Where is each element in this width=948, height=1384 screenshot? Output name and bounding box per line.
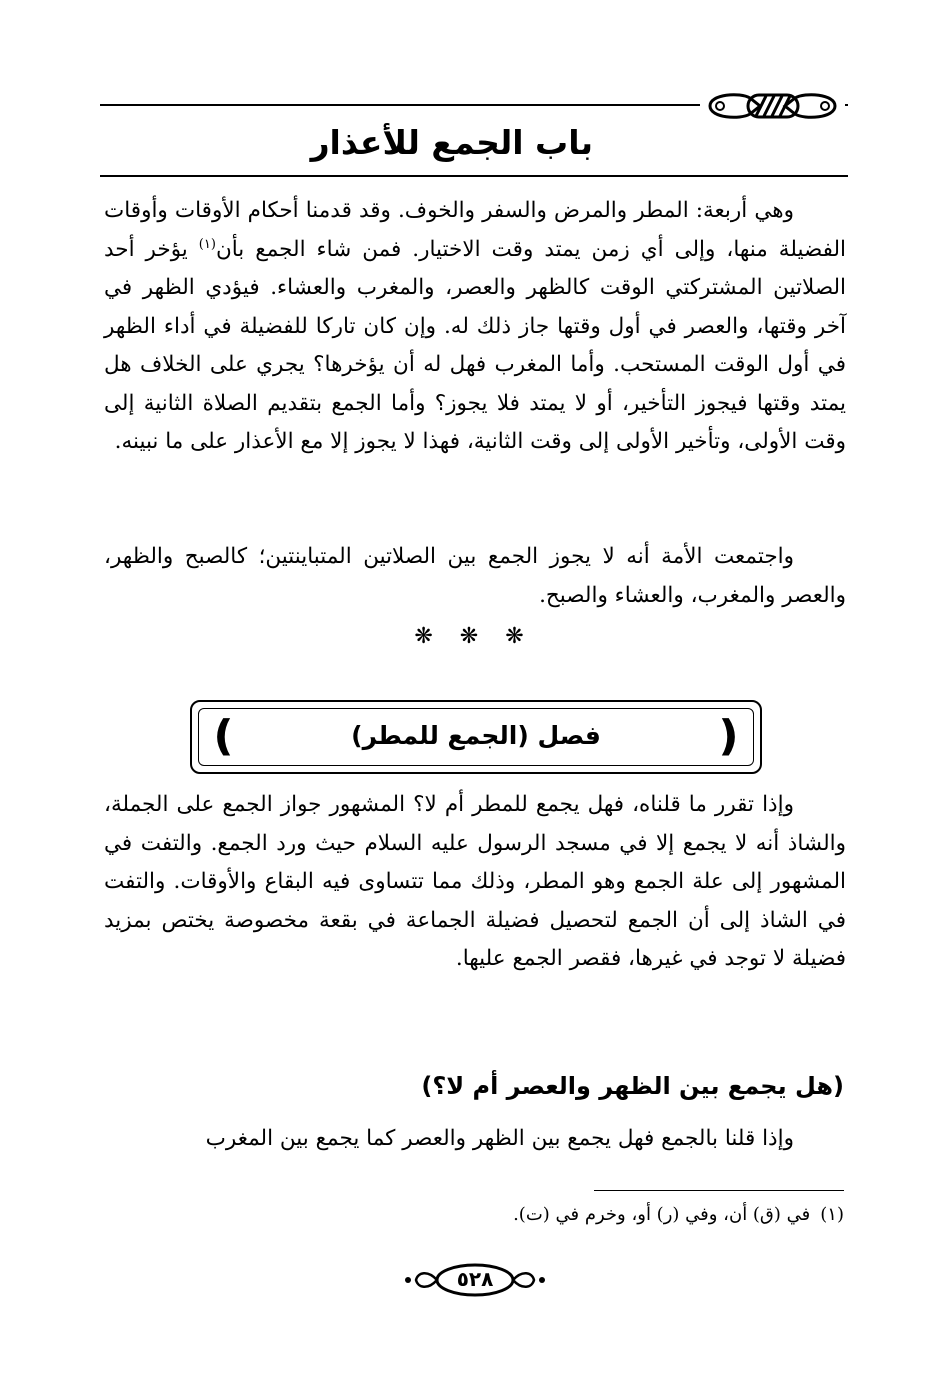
footnote-number: (١) — [820, 1204, 844, 1225]
paragraph-2: واجتمعت الأمة أنه لا يجوز الجمع بين الصلاتين المتباينتين؛ كالصبح والظهر، والعصر والمغرب، والعشاء والصبح. — [104, 544, 846, 608]
chapter-title: باب الجمع للأعذار — [310, 123, 593, 162]
star-separator: ❋ ❋ ❋ — [414, 624, 534, 649]
right-bracket-ornament-icon: ❪ — [710, 711, 746, 760]
footnote — [513, 1200, 844, 1230]
footnote-rule — [594, 1190, 844, 1191]
header-ornament-icon — [700, 86, 845, 126]
section-title: فصل (الجمع للمطر) — [351, 721, 601, 750]
section-heading-box — [190, 700, 762, 774]
title-rule — [100, 175, 848, 177]
paragraph-1 — [104, 192, 846, 462]
subheading: (هل يجمع بين الظهر والعصر أم لا؟) — [421, 1072, 844, 1100]
paragraph-1-text-b: يؤخر أحد الصلاتين المشتركتي الوقت كالظهر والعصر، والمغرب والعشاء. فيؤدي الظهر في آخر وقتها، والعصر في أول وقتها جاز ذلك له. وإن كان تاركا للفضيلة في أداء الظهر في أول الوقت المستحب. وأما المغرب فهل له أن يؤخرها؟ يجري على الخلاف هل يمتد وقتها فيجوز التأخير، أو لا يمتد فلا يجوز؟ وأما الجمع بتقديم الصلاة الثانية إلى وقت الأولى، وتأخير الأولى إلى وقت الثانية، فهذا لا يجوز إلا مع الأعذار على ما نبينه. — [104, 236, 846, 454]
page-number-ornament — [400, 1262, 550, 1298]
footnote-marker: (١) — [198, 236, 216, 252]
footnote-text: في (ق) أن، وفي (ر) أو، وخرم في (ت). — [513, 1204, 811, 1225]
paragraph-1-text-a: وهي أربعة: المطر والمرض والسفر والخوف. وقد قدمنا أحكام الأوقات وأوقات الفضيلة منها، وإلى أي زمن يمتد وقت الاختيار. فمن شاء الجمع بأن — [104, 198, 846, 262]
paragraph-3: وإذا تقرر ما قلناه، فهل يجمع للمطر أم لا؟ المشهور جواز الجمع على الجملة، والشاذ أنه لا يجمع إلا في مسجد الرسول عليه السلام حيث ورد الجمع. والتفت في المشهور إلى علة الجمع وهو المطر، وذلك مما تتساوى فيه البقاع والأوقات. والتفت في الشاذ إلى أن الجمع لتحصيل فضيلة الجماعة في بقعة مخصوصة يختص بمزيد فضيلة لا توجد في غيرها، فقصر الجمع عليها. — [104, 792, 846, 971]
page-number: ٥٢٨ — [456, 1267, 494, 1291]
left-bracket-ornament-icon: ❫ — [206, 711, 242, 760]
paragraph-4: وإذا قلنا بالجمع فهل يجمع بين الظهر والعصر كما يجمع بين المغرب — [205, 1126, 794, 1151]
